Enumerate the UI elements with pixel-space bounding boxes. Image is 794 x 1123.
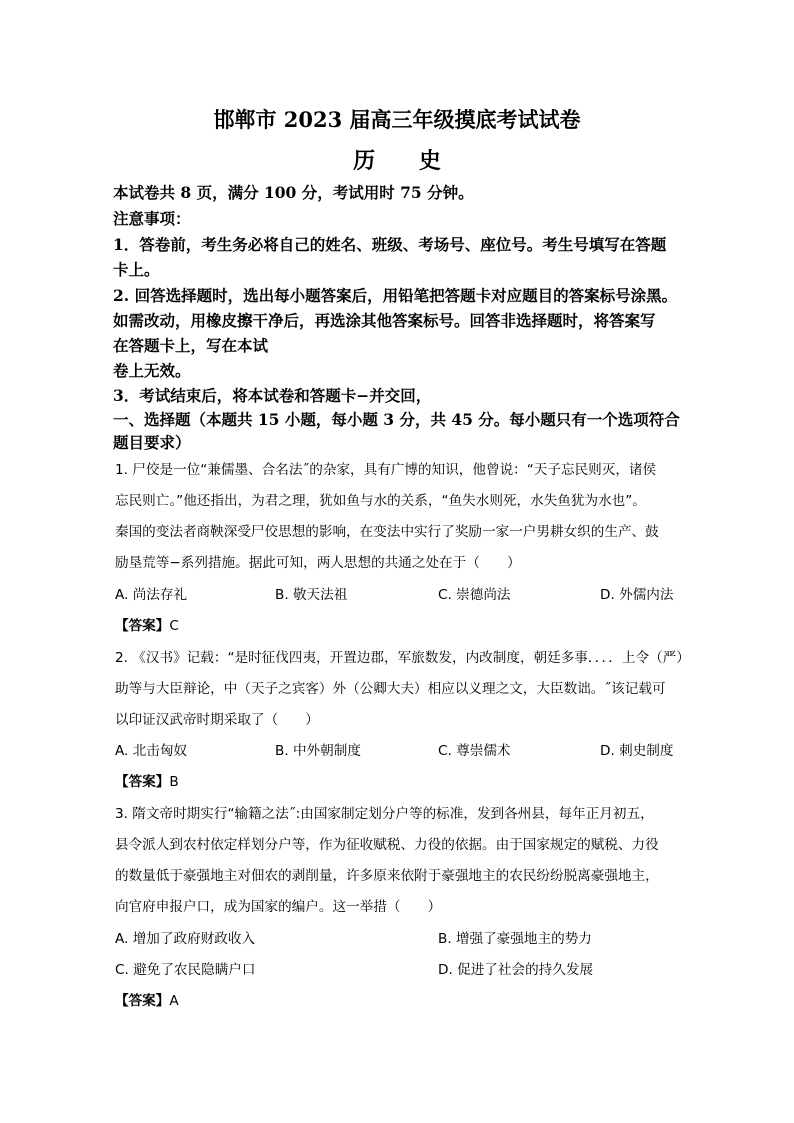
question-1-option-b[interactable]: B. 敬天法祖 <box>275 587 348 603</box>
question-2-answer <box>115 770 179 790</box>
answer-label: 【答案】 <box>115 993 170 1009</box>
exam-title: 邯郸市 2023 届高三年级摸底考试试卷 <box>213 107 581 132</box>
question-2-text: 助等与大臣辩论，中（天子之宾客）外（公卿大夫）相应以义理之文，大臣数诎。˝该记载可 <box>115 681 666 697</box>
question-3-option-a[interactable]: A. 增加了政府财政收入 <box>115 931 256 947</box>
question-2-text: 2. 《汉书》记载：“是时征伐四夷，开置边郡，军旅数发，内改制度，朝廷多事．．．．上令（严） <box>115 650 690 666</box>
question-1-answer <box>115 614 179 634</box>
question-1-option-d[interactable]: D. 外儒内法 <box>600 587 674 603</box>
notice-line: 卷上无效。 <box>113 361 191 380</box>
notice-line: 1．答卷前，考生务必将自己的姓名、班级、考场号、座位号。考生号填写在答题 <box>113 235 667 254</box>
question-2-option-c[interactable]: C. 尊崇儒术 <box>438 743 511 759</box>
answer-value: C <box>169 618 179 634</box>
question-3-option-c[interactable]: C. 避免了农民隐瞒户口 <box>115 962 256 978</box>
notice-line: 2. 回答选择题时，选出每小题答案后，用铅笔把答题卡对应题目的答案标号涂黑。 <box>113 286 678 305</box>
notice-line: 卡上。 <box>113 260 160 279</box>
question-3-text: 县令派人到农村依定样划分户等，作为征收赋税、力役的依据。由于国家规定的赋税、力役 <box>115 837 659 853</box>
answer-value: B <box>169 774 179 790</box>
exam-intro: 本试卷共 8 页，满分 100 分，考试用时 75 分钟。 <box>113 183 474 202</box>
answer-value: A <box>169 993 179 1009</box>
answer-label: 【答案】 <box>115 774 170 790</box>
question-1-text: 励垦荒等−系列措施。据此可知，两人思想的共通之处在于（ ） <box>115 555 521 571</box>
section-heading: 一、选择题（本题共 15 小题，每小题 3 分，共 45 分。每小题只有一个选项符合 <box>113 410 680 429</box>
notice-line: 如需改动，用橡皮擦干净后，再选涂其他答案标号。回答非选择题时，将答案写 <box>113 311 656 330</box>
question-1-text: 忘民则亡。”他还指出，为君之理，犹如鱼与水的关系，“鱼失水则死，水失鱼犹为水也”。 <box>115 493 646 509</box>
question-2-option-b[interactable]: B. 中外朝制度 <box>275 743 361 759</box>
subject-title: 历 史 <box>353 148 459 174</box>
question-2-option-a[interactable]: A. 北击匈奴 <box>115 743 188 759</box>
question-3-option-b[interactable]: B. 增强了豪强地主的势力 <box>438 931 592 947</box>
section-heading: 题目要求） <box>113 433 191 452</box>
notice-line: 在答题卡上，写在本试 <box>113 336 269 355</box>
notice-line: 3．考试结束后，将本试卷和答题卡−并交回， <box>113 386 432 405</box>
question-2-text: 以印证汉武帝时期采取了（ ） <box>115 712 319 728</box>
notice-heading: 注意事项： <box>113 209 191 228</box>
answer-label: 【答案】 <box>115 618 170 634</box>
question-1-text: 1. 尸佼是一位“兼儒墨、合名法˝的杂家，具有广博的知识，他曾说：“天子忘民则灭，诸侯 <box>115 462 657 478</box>
question-3-answer <box>115 989 179 1009</box>
question-1-option-c[interactable]: C. 崇德尚法 <box>438 587 511 603</box>
question-3-text: 的数量低于豪强地主对佃农的剥削量，许多原来依附于豪强地主的农民纷纷脱离豪强地主， <box>115 868 659 884</box>
question-3-text: 3. 隋文帝时期实行“输籍之法˝:由国家制定划分户等的标准，发到各州县，每年正月初五， <box>115 806 654 822</box>
question-1-text: 秦国的变法者商鞅深受尸佼思想的影响，在变法中实行了奖励一家一户男耕女织的生产、鼓 <box>115 524 659 540</box>
question-2-option-d[interactable]: D. 刺史制度 <box>600 743 674 759</box>
question-3-text: 向官府申报户口，成为国家的编户。这一举措（ ） <box>115 899 442 915</box>
question-3-option-d[interactable]: D. 促进了社会的持久发展 <box>438 962 594 978</box>
question-1-option-a[interactable]: A. 尚法存礼 <box>115 587 188 603</box>
